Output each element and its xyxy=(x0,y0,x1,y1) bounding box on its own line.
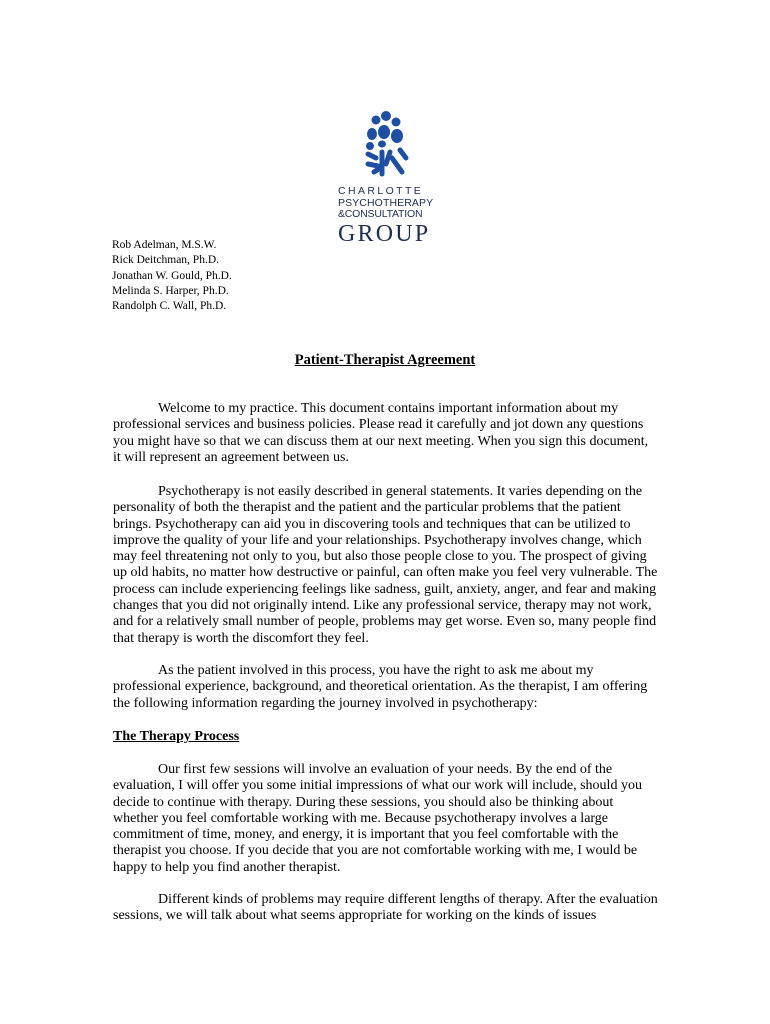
staff-member: Melinda S. Harper, Ph.D. xyxy=(112,284,229,297)
paragraph-text: Our first few sessions will involve an evaluation of your needs. By the end of the evaluation, I will offer you some initial impressions of what our work will include, should you decide to continue with therapy. During these sessions, you should also be thinking about whether you feel comfortable working with me. Because psychotherapy involves a large commitment of time, money, and energy, it is important that you feel comfortable with the therapist you choose. If you decide that you are not comfortable working with me, I would be happy to help you find another therapist. xyxy=(113,762,642,875)
staff-list xyxy=(112,238,232,314)
logo-line-group: GROUP xyxy=(338,220,431,247)
section-heading: The Therapy Process xyxy=(113,729,240,744)
staff-member: Rick Deitchman, Ph.D. xyxy=(112,254,219,267)
therapy-length-paragraph xyxy=(113,892,658,925)
paragraph-text: Psychotherapy is not easily described in general statements. It varies depending on the personality of both the therapist and the patient and the particular problems that the patient brings. Psychotherapy can aid you in discovering tools and techniques that can be utilized to improve the quality of your life and your relationships. Psychotherapy involves change, which may feel threatening not only to you, but also those people close to you. The prospect of giving up old habits, no matter how destructive or painful, can often make you feel very vulnerable. The process can include experiencing feelings like sadness, guilt, anxiety, anger, and fear and making changes that you did not originally intend. Like any professional service, therapy may not work, and for a relatively small number of people, problems may get worse. Even so, many people find that therapy is worth the discomfort they feel. xyxy=(113,484,658,646)
evaluation-paragraph xyxy=(113,762,658,876)
logo-line-consultation: &CONSULTATION xyxy=(338,208,423,220)
paragraph-text: Different kinds of problems may require different lengths of therapy. After the evaluation sessions, we will talk about what seems appropriate for working on the kinds of issues xyxy=(113,892,658,924)
group-logo xyxy=(338,108,434,246)
logo-line-charlotte: CHARLOTTE xyxy=(338,185,424,197)
logo-line-psychotherapy: PSYCHOTHERAPY xyxy=(338,196,434,209)
figures-emblem-icon xyxy=(362,108,410,178)
staff-member: Rob Adelman, M.S.W. xyxy=(112,239,217,251)
document-title: Patient-Therapist Agreement xyxy=(294,352,476,368)
paragraph-text: Welcome to my practice. This document contains important information about my professional services and business policies. Please read it carefully and jot down any questions you might have so that we can discuss them at our next meeting. When you sign this document, it will represent an agreement between us. xyxy=(113,401,649,465)
paragraph-text: As the patient involved in this process, you have the right to ask me about my professional experience, background, and theoretical orientation. As the therapist, I am offering the following information regarding the journey involved in psychotherapy: xyxy=(113,663,648,711)
staff-member: Jonathan W. Gould, Ph.D. xyxy=(112,269,232,282)
description-paragraph xyxy=(113,484,658,647)
rights-paragraph xyxy=(113,663,658,712)
staff-member: Randolph C. Wall, Ph.D. xyxy=(112,300,227,313)
intro-paragraph xyxy=(113,401,658,466)
